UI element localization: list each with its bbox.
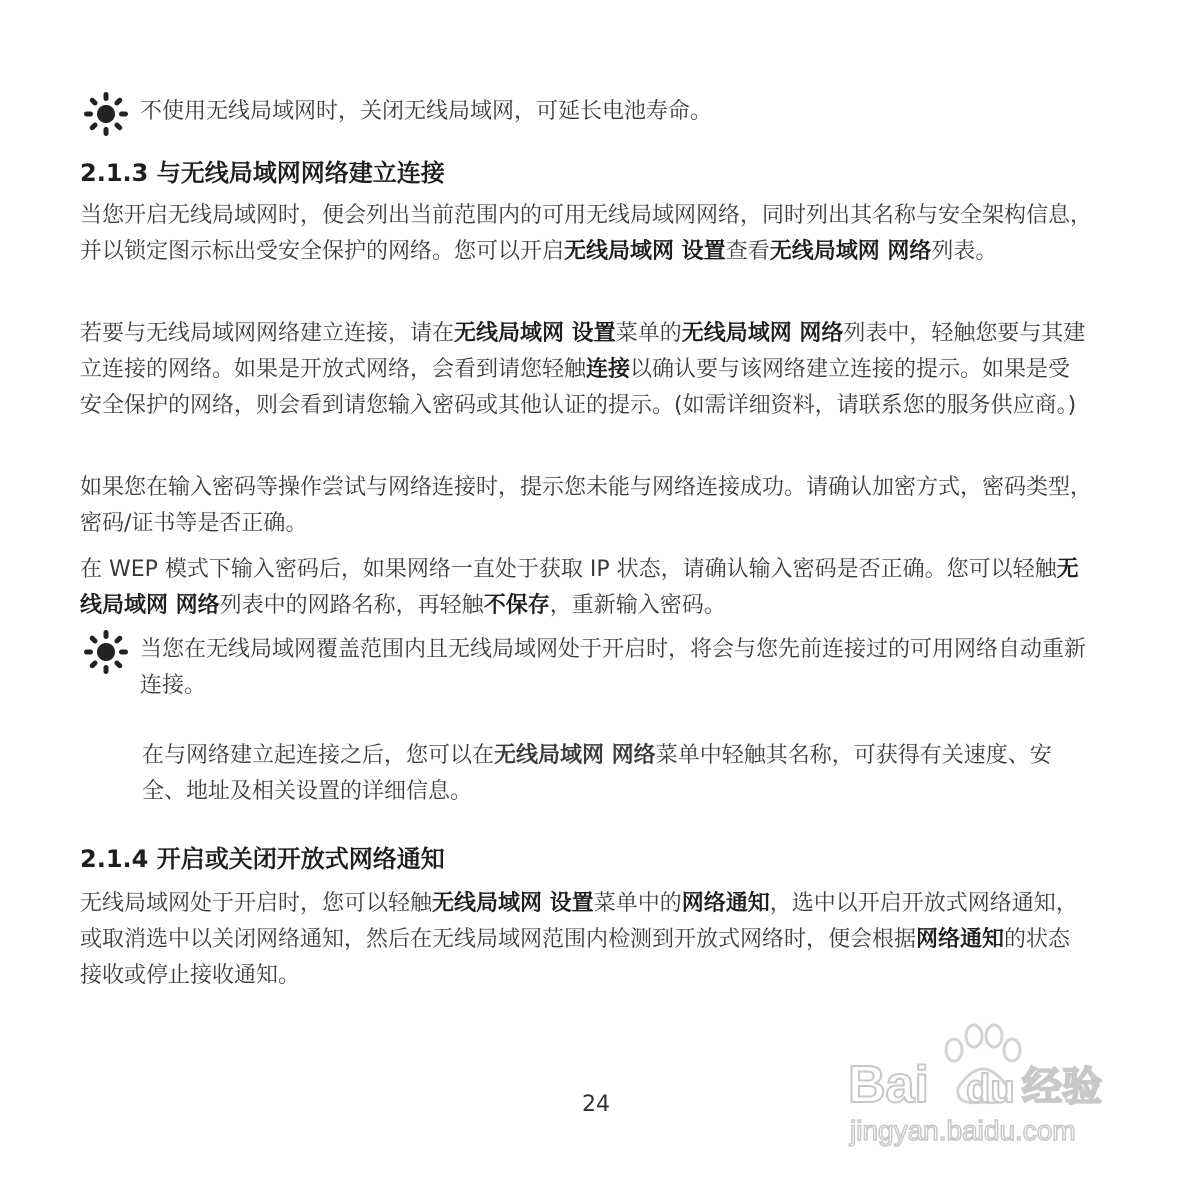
watermark-brand-left: Bai [848,1056,929,1114]
paragraph-password-check [80,470,1092,542]
text-run: 菜单中的 [593,891,682,916]
bold-term: 无线局域网 设置 [432,891,594,916]
lightbulb-tip-icon [80,88,140,144]
text-run: 如果您在输入密码等操作尝试与网络连接时，提示您未能与网络连接成功。请确认加密方式，密码类型，密码/证书等是否正确。 [80,475,1093,536]
bold-term: 无线局域网 网络 [80,557,1079,618]
text-run: ，重新输入密码。 [549,593,726,618]
bold-term: 不保存 [483,593,550,618]
baidu-jingyan-watermark [846,1010,1126,1160]
text-run: 当您开启无线局域网时，便会列出当前范围内的可用无线局域网网络，同时列出其名称与安全架构信息，并以锁定图示标出受安全保护的网络。您可以开启 [80,203,1093,264]
watermark-brand-right: du [966,1067,1015,1111]
paw-toe-icon [966,1025,982,1047]
bold-term: 连接 [586,357,631,382]
section-number: 2.1.3 [80,159,149,187]
bold-term: 无线局域网 网络 [494,743,656,768]
paragraph-wep-mode [80,552,1092,624]
paragraph-network-details [142,738,1092,810]
paw-toe-icon [986,1025,1002,1047]
lightbulb-tip-icon [80,626,140,704]
paw-toe-icon [1004,1039,1020,1061]
text-run: 列表。 [931,239,998,264]
text-run: 列表中的网路名称，再轻触 [219,593,484,618]
bold-term: 无线局域网 网络 [769,239,932,264]
text-run: 菜单的 [615,321,682,346]
text-run: 在与网络建立起连接之后，您可以在 [142,743,495,768]
text-run: 无线局域网处于开启时，您可以轻触 [80,891,433,916]
section-title: 开启或关闭开放式网络通知 [156,845,445,873]
page-number: 24 [582,1092,610,1117]
tip-auto-reconnect [80,632,1090,704]
watermark-url: jingyan.baidu.com [850,1115,1076,1146]
text-run: 查看 [725,239,770,264]
tip-battery [80,94,712,144]
section-heading-2-1-3 [80,156,445,190]
section-number: 2.1.4 [80,845,149,873]
text-run: 以确认要与该网络建立连接的提示。如果是受安全保护的网络，则会看到请您输入密码或其他认证的提示。(如需详细资料，请联系您的服务供应商。) [80,357,1077,418]
tip-text: 不使用无线局域网时，关闭无线局域网，可延长电池寿命。 [140,99,713,124]
bold-term: 无线局域网 设置 [454,321,616,346]
text-run: 的状态接收或停止接收通知。 [80,927,1071,988]
text-run: 列表中，轻触您要与其建立连接的网络。如果是开放式网络，会看到请您轻触 [80,321,1086,382]
text-run: 在 WEP 模式下输入密码后，如果网络一直处于获取 IP 状态，请确认输入密码是否正确。您可以轻触 [80,557,1057,582]
text-run: ，选中以开启开放式网络通知，或取消选中以关闭网络通知，然后在无线局域网范围内检测到开放式网络时，便会根据 [80,891,1078,952]
section-heading-2-1-4 [80,842,445,876]
paragraph-wlan-list [80,198,1092,270]
tip-text: 当您在无线局域网覆盖范围内且无线局域网处于开启时，将会与您先前连接过的可用网络自动重新连接。 [140,637,1087,698]
bold-term: 无线局域网 设置 [564,239,726,264]
paw-toe-icon [946,1039,962,1061]
text-run: 菜单中轻触其名称，可获得有关速度、安全、地址及相关设置的详细信息。 [142,743,1052,804]
bold-term: 网络通知 [916,927,1005,952]
bold-term: 无线局域网 网络 [681,321,844,346]
watermark-brand-cn: 经验 [1022,1064,1102,1110]
paragraph-network-notify [80,886,1092,994]
paragraph-connect [80,316,1092,424]
text-run: 若要与无线局域网网络建立连接，请在 [80,321,455,346]
bold-term: 网络通知 [681,891,770,916]
section-title: 与无线局域网网络建立连接 [156,159,445,187]
